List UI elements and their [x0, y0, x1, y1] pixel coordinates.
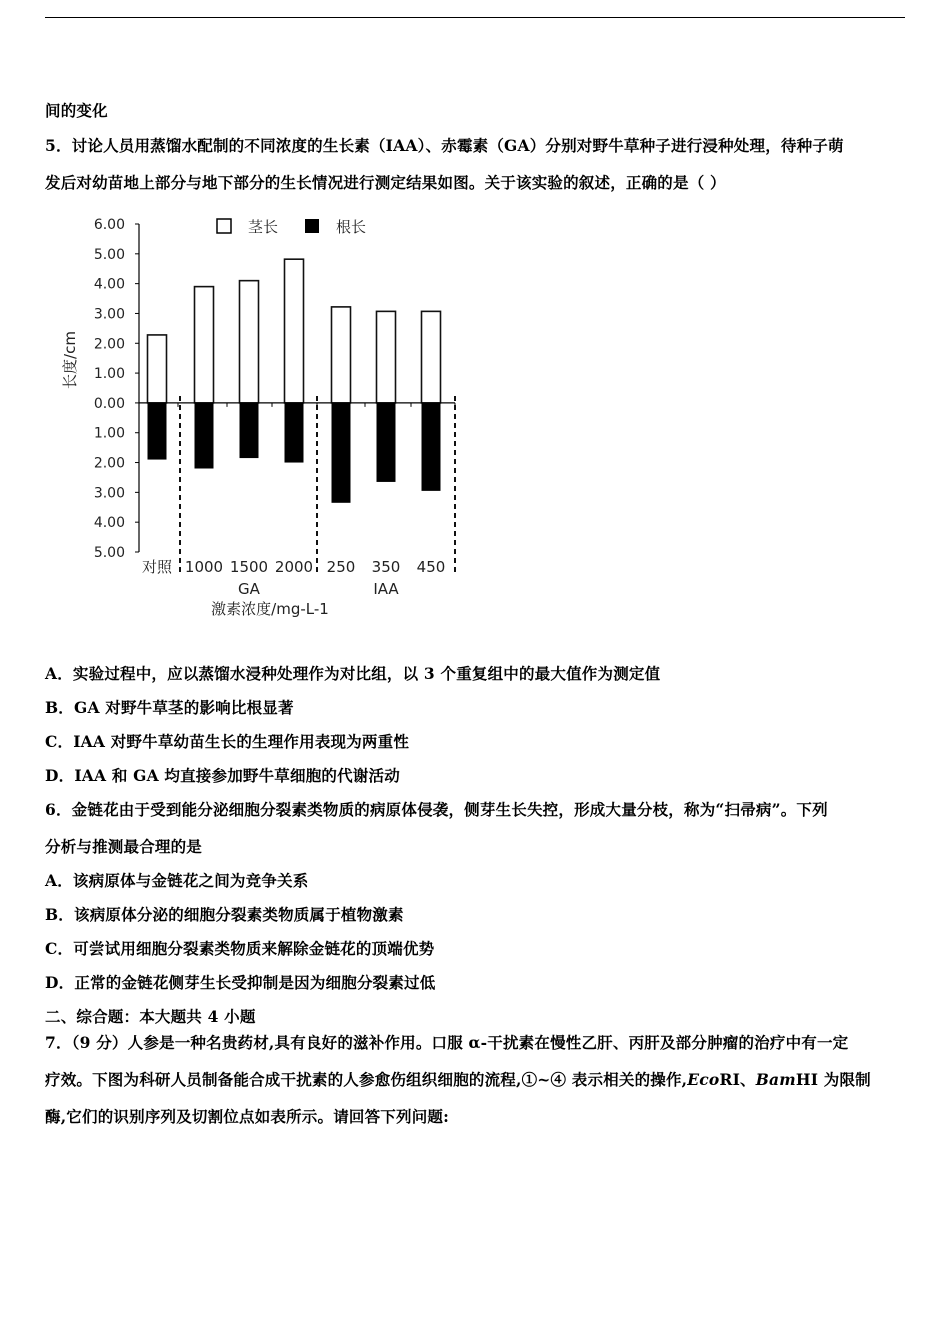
x-tick-label: 对照	[141, 558, 173, 576]
question-5-stem-cont: 发后对幼苗地上部分与地下部分的生长情况进行测定结果如图。关于该实验的叙述，正确的是（ ）	[45, 173, 726, 192]
question-5-stem: 5．讨论人员用蒸馏水配制的不同浓度的生长素（IAA）、赤霉素（GA）分别对野牛草种子进行浸种处理，待种子萌	[45, 136, 844, 155]
option-5b: B．GA 对野牛草茎的影响比根显著	[45, 698, 294, 717]
question-7-stem-end: 酶,它们的识别序列及切割位点如表所示。请回答下列问题:	[45, 1107, 450, 1126]
q7-text-a: 疗效。下图为科研人员制备能合成干扰素的人参愈伤组织细胞的流程,①~④ 表示相关的操作,	[45, 1070, 688, 1089]
y-tick-label: 1.00	[93, 425, 125, 442]
bamhi-rest: HI 为限制	[795, 1070, 871, 1089]
legend-label-root: 根长	[336, 218, 367, 236]
y-tick-label: 4.00	[93, 276, 125, 293]
group-label: GA	[238, 580, 260, 598]
question-6-stem-cont: 分析与推测最合理的是	[45, 837, 203, 856]
x-tick-label: 350	[371, 558, 401, 576]
y-tick-label: 6.00	[93, 217, 125, 233]
question-6-stem: 6．金链花由于受到能分泌细胞分裂素类物质的病原体侵袭，侧芽生长失控，形成大量分枝，称为“扫帚病”。下列	[45, 800, 828, 819]
bar-stem	[240, 281, 259, 403]
bamhi-italic: Bam	[755, 1070, 796, 1089]
x-tick-label: 1000	[184, 558, 224, 576]
option-6c: C．可尝试用细胞分裂素类物质来解除金链花的顶端优势	[45, 939, 435, 958]
x-tick-label: 250	[326, 558, 356, 576]
option-5d: D．IAA 和 GA 均直接参加野牛草细胞的代谢活动	[45, 766, 400, 785]
ecori-italic: Eco	[687, 1070, 720, 1089]
y-tick-label: 3.00	[93, 485, 125, 502]
bar-stem	[332, 307, 351, 403]
bar-stem	[422, 311, 441, 403]
y-tick-label: 4.00	[93, 515, 125, 532]
y-tick-label: 5.00	[93, 545, 125, 561]
section-2-heading: 二、综合题：本大题共 4 小题	[45, 1007, 256, 1026]
bar-root	[285, 403, 304, 463]
legend-swatch-stem	[217, 219, 231, 233]
option-6d: D．正常的金链花侧芽生长受抑制是因为细胞分裂素过低	[45, 973, 436, 992]
option-5c: C．IAA 对野牛草幼苗生长的生理作用表现为两重性	[45, 732, 410, 751]
x-tick-label: 450	[416, 558, 446, 576]
bar-stem	[377, 311, 396, 403]
option-5a: A．实验过程中，应以蒸馏水浸种处理作为对比组，以 3 个重复组中的最大值作为测定值	[45, 664, 661, 683]
bar-root	[148, 403, 167, 460]
y-tick-label: 1.00	[93, 366, 125, 383]
y-tick-label: 2.00	[93, 455, 125, 472]
option-6a: A．该病原体与金链花之间为竞争关系	[45, 871, 309, 890]
x-axis-label: 激素浓度/mg-L-1	[211, 600, 329, 618]
option-6b: B．该病原体分泌的细胞分裂素类物质属于植物激素	[45, 905, 404, 924]
x-tick-label: 1500	[229, 558, 269, 576]
y-tick-label: 5.00	[93, 246, 125, 263]
y-tick-label: 3.00	[93, 306, 125, 323]
bar-stem	[148, 335, 167, 403]
bar-root	[377, 403, 396, 482]
question-7-stem: 7．（9 分）人参是一种名贵药材,具有良好的滋补作用。口服 α-干扰素在慢性乙肝、丙肝及部分肿瘤的治疗中有一定	[45, 1033, 849, 1052]
legend-swatch-root	[305, 219, 319, 233]
bar-root	[195, 403, 214, 469]
y-tick-label: 2.00	[93, 336, 125, 353]
group-label: IAA	[373, 580, 399, 598]
y-axis-label: 长度/cm	[61, 331, 79, 389]
bar-stem	[285, 259, 304, 403]
bar-root	[240, 403, 259, 458]
chart-legend	[217, 218, 366, 236]
y-tick-label: 0.00	[93, 395, 125, 412]
bar-root	[332, 403, 351, 503]
question-7-stem-cont	[45, 1070, 871, 1090]
legend-label-stem: 茎长	[248, 218, 279, 236]
text-line: 间的变化	[45, 101, 108, 120]
ecori-rest: RI、	[719, 1070, 756, 1089]
bar-stem	[195, 287, 214, 403]
growth-bar-chart	[55, 210, 485, 630]
x-tick-label: 2000	[274, 558, 314, 576]
header-rule	[45, 17, 905, 18]
bar-root	[422, 403, 441, 491]
